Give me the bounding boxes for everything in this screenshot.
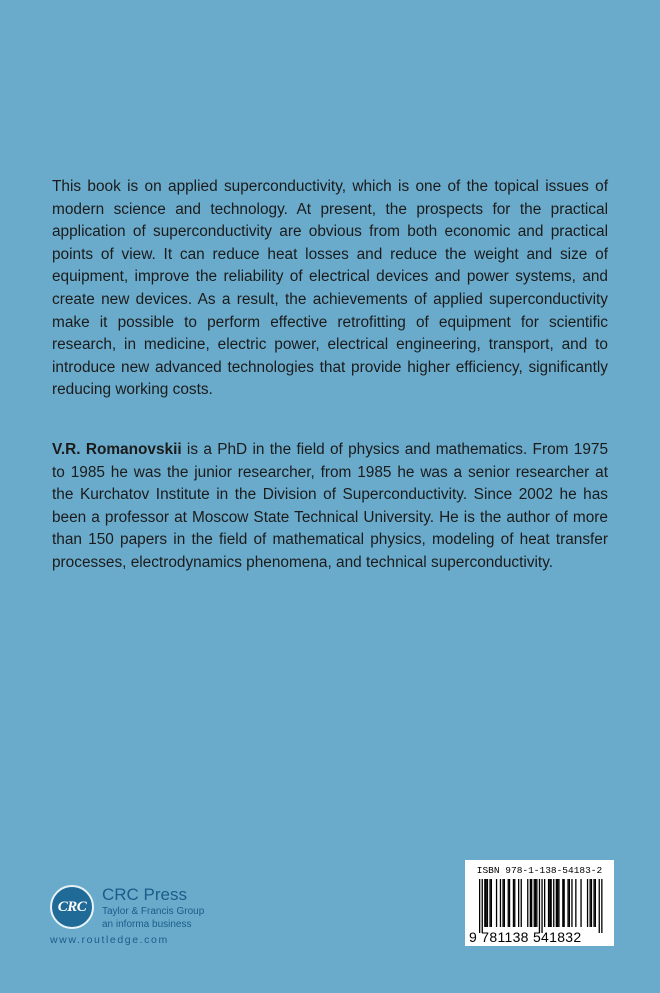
barcode-bar <box>487 879 488 927</box>
barcode-bar <box>544 879 545 927</box>
barcode-bar <box>535 879 536 927</box>
barcode-bar <box>496 879 497 927</box>
barcode-bar <box>599 879 600 933</box>
barcode-bar <box>557 879 558 927</box>
barcode-bar <box>521 879 522 927</box>
barcode-digits: 9 781138 541832 <box>469 929 582 945</box>
barcode-bar <box>514 879 515 927</box>
barcode-bar <box>479 879 480 933</box>
crc-logo-icon <box>50 885 94 929</box>
isbn-label: ISBN 978-1-138-54183-2 <box>476 865 603 876</box>
barcode-bar <box>571 879 572 927</box>
barcode-bar <box>551 879 552 927</box>
barcode-bar <box>567 879 568 927</box>
barcode-bar <box>564 879 565 927</box>
barcode-bar <box>558 879 559 927</box>
publisher-name: CRC Press <box>102 885 188 904</box>
barcode-bar <box>531 879 532 927</box>
barcode-bar <box>518 879 519 927</box>
barcode-bar <box>502 879 503 927</box>
barcode-bar <box>539 879 540 933</box>
barcode-bar <box>587 879 588 927</box>
barcode-bar <box>536 879 537 927</box>
barcode-bar <box>534 879 535 927</box>
barcode-bar <box>527 879 528 927</box>
barcode-bar <box>562 879 563 927</box>
author-bio-text: is a PhD in the field of physics and mathematics. From 1975 to 1985 he was the junior researcher, from 1985 he was a senior researcher at the Kurchatov Institute in the Division of Superconductivity. Since 2002 he has been a professor at Moscow State Technical University. He is the author of more than 150 papers in the field of mathematical physics, modeling of heat transfer processes, electrodynamics phenomena, and technical superconductivity. <box>52 441 609 571</box>
barcode-bar <box>601 879 602 933</box>
author-bio <box>52 439 608 575</box>
barcode-bar <box>541 879 542 933</box>
barcode-bar <box>484 879 485 927</box>
barcode-bar <box>549 879 550 927</box>
publisher-business: an informa business <box>102 919 192 930</box>
barcode-bar <box>569 879 570 927</box>
barcode-bar <box>530 879 531 927</box>
barcode-bar <box>548 879 549 927</box>
barcode-bar <box>489 879 490 927</box>
book-description: This book is on applied superconductivity, which is one of the topical issues of modern science and technology. At present, the prospects for the practical application of superconductivity are obvious from both economic and practical points of view. It can reduce heat losses and reduce the weight and size of equipment, improve the reliability of electrical devices and power systems, and create new devices. As a result, the achievements of applied superconductivity make it possible to perform effective retrofitting of equipment for scientific research, in medicine, electric power, electrical engineering, transport, and to introduce new advanced technologies that provide higher efficiency, significantly reducing working costs. <box>52 178 608 399</box>
barcode-bar <box>580 879 581 927</box>
publisher-url: www.routledge.com <box>50 934 169 946</box>
barcode-bar <box>593 879 594 927</box>
barcode-bar <box>595 879 596 927</box>
barcode-bar <box>486 879 487 927</box>
author-name: V.R. Romanovskii <box>52 441 182 458</box>
crc-logo-text: CRC <box>57 898 87 915</box>
barcode-bar <box>591 879 592 927</box>
barcode-bar <box>508 879 509 927</box>
barcode-bar <box>491 879 492 927</box>
barcode-bar <box>482 879 483 933</box>
publisher-logo <box>50 881 250 951</box>
barcode-bar <box>590 879 591 927</box>
barcode-bar <box>553 879 554 927</box>
barcode-bar <box>500 879 501 927</box>
barcode-bar <box>509 879 510 927</box>
barcode-bar <box>575 879 576 927</box>
barcode-bar <box>556 879 557 927</box>
publisher-group: Taylor & Francis Group <box>102 906 205 917</box>
barcode-bar <box>513 879 514 927</box>
barcode-bar <box>504 879 505 927</box>
isbn-barcode <box>465 860 614 946</box>
